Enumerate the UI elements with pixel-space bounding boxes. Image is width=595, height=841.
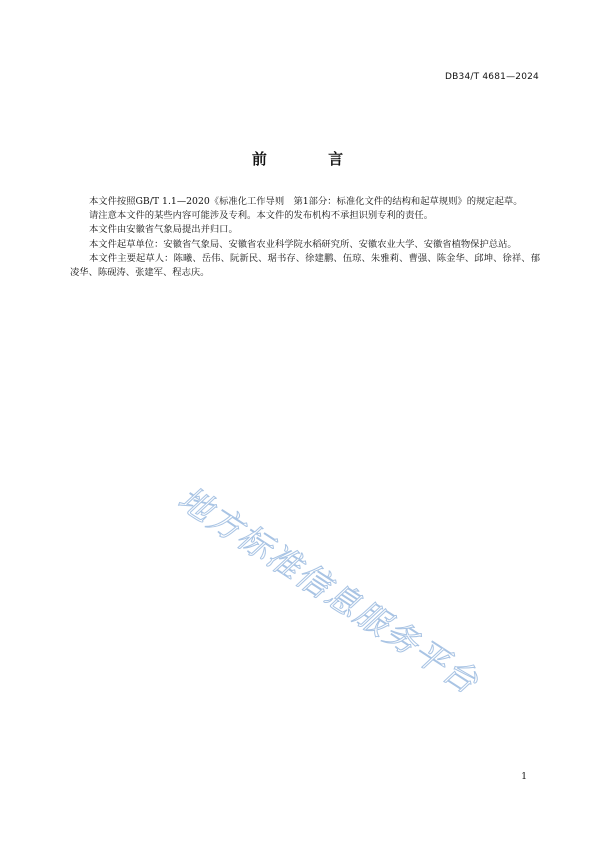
paragraph-drafters: 本文件主要起草人：陈曦、岳伟、阮新民、琚书存、徐建鹏、伍琼、朱雅莉、曹强、陈金华、邱坤、徐祥、郁凌华、陈砚涛、张建军、程志庆。 (70, 252, 540, 279)
document-code: DB34/T 4681—2024 (445, 72, 539, 82)
page-number: 1 (521, 772, 527, 782)
paragraph-drafting-rules: 本文件按照GB/T 1.1—2020《标准化工作导则 第1部分：标准化文件的结构和起草规则》的规定起草。 (89, 196, 523, 207)
watermark: 地方标准信息服务平台 (171, 478, 487, 702)
paragraph-patent-notice: 请注意本文件的某些内容可能涉及专利。本文件的发布机构不承担识别专利的责任。 (89, 210, 433, 222)
paragraph-drafting-units: 本文件起草单位：安徽省气象局、安徽省农业科学院水稻研究所、安徽农业大学、安徽省植物保护总站。 (89, 238, 517, 250)
foreword-body (70, 195, 540, 280)
paragraph-proposer: 本文件由安徽省气象局提出并归口。 (89, 224, 238, 236)
page-title: 前 言 (251, 150, 372, 168)
